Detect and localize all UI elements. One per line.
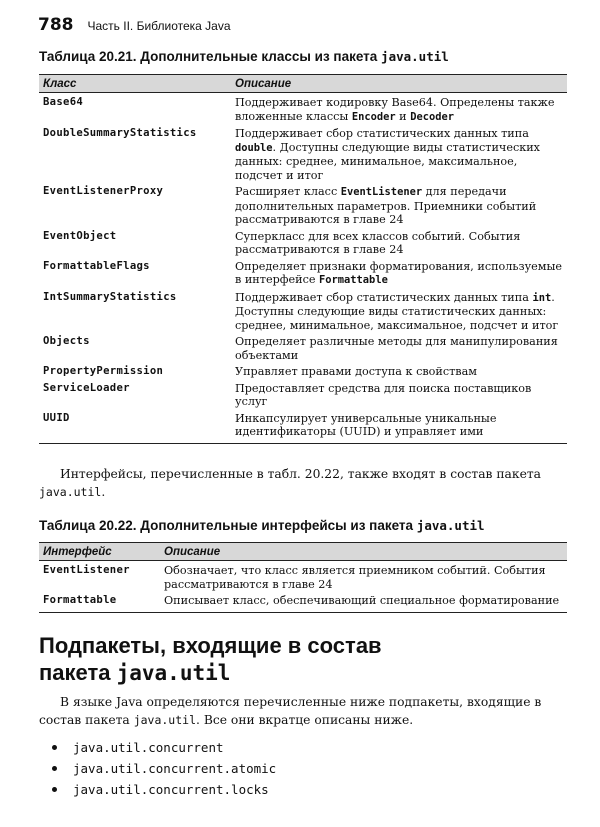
description-text: Обозначает, что класс является приемником событий. События рассматриваются в главе 24	[164, 564, 546, 591]
name-cell: Objects	[43, 335, 90, 347]
section-heading-line1: Подпакеты, входящие в состав	[39, 633, 382, 658]
description-text: и	[395, 109, 411, 123]
description-cell	[231, 291, 567, 336]
name-cell: EventObject	[43, 229, 117, 242]
inline-code: Encoder	[351, 110, 396, 123]
table2-caption-package: java.util	[416, 518, 485, 533]
paragraph-subpackages	[39, 693, 569, 729]
table2-body	[39, 561, 567, 613]
name-cell: PropertyPermission	[43, 365, 164, 377]
description-text: Определяет различные методы для манипулирования объектами	[235, 335, 558, 362]
table-row	[39, 365, 567, 382]
paragraph-interfaces	[39, 465, 569, 501]
table-row	[39, 382, 567, 412]
description-text: Расширяет класс	[235, 185, 341, 198]
description-text: Поддерживает сбор статистических данных типа	[235, 290, 533, 304]
table-row	[39, 412, 567, 444]
description-text: Описывает класс, обеспечивающий специальное форматирование	[164, 594, 560, 607]
table-row	[39, 93, 567, 128]
inline-code: double	[235, 141, 273, 154]
name-cell: ServiceLoader	[43, 381, 130, 394]
subpackage-name: java.util.concurrent	[73, 740, 224, 755]
section-heading	[39, 632, 382, 687]
table-row	[39, 127, 567, 185]
table1-caption-package: java.util	[381, 49, 449, 64]
paragraph-subpackages-code: java.util	[133, 713, 196, 727]
description-text: Поддерживает кодировку Base64. Определены также вложенные классы	[235, 96, 555, 123]
table-row	[39, 561, 567, 595]
name-cell: DoubleSummaryStatistics	[43, 127, 197, 139]
inline-code: Decoder	[410, 110, 454, 123]
list-item	[52, 758, 276, 779]
description-cell	[231, 335, 567, 365]
table-row	[39, 594, 567, 612]
table1-header-row	[39, 75, 567, 93]
description-text: для передачи дополнительных параметров. Приемники событий рассматриваются в главе 24	[235, 185, 537, 226]
description-cell	[231, 93, 567, 128]
description-cell	[160, 561, 567, 595]
table-row	[39, 291, 567, 336]
table2-caption-text: Таблица 20.22. Дополнительные интерфейсы из пакета	[39, 518, 417, 533]
inline-code: int	[532, 291, 552, 304]
list-item	[52, 737, 276, 758]
description-cell	[231, 365, 567, 382]
bullet-icon	[52, 787, 57, 792]
description-text: Инкапсулирует универсальные уникальные идентификаторы (UUID) и управляет ими	[235, 411, 497, 438]
paragraph-interfaces-code: java.util	[39, 485, 102, 499]
description-text: Предоставляет средства для поиска поставщиков услуг	[235, 381, 532, 408]
table-row	[39, 230, 567, 260]
description-text: Управляет правами доступа к свойствам	[235, 365, 477, 378]
inline-code: Formattable	[319, 274, 388, 286]
table1-col-class: Класс	[39, 75, 231, 93]
table2	[39, 542, 567, 613]
name-cell: EventListener	[43, 564, 130, 576]
running-title: Часть II. Библиотека Java	[87, 19, 231, 33]
table-row	[39, 335, 567, 365]
description-cell	[231, 127, 567, 185]
description-text: . Доступны следующие виды статистических данных: среднее, минимальное, максимальное, подсчет и итог	[235, 290, 559, 332]
name-cell: IntSummaryStatistics	[43, 290, 177, 303]
table2-header-row	[39, 543, 567, 561]
inline-code: EventListener	[340, 186, 423, 198]
description-cell	[231, 185, 567, 230]
name-cell: UUID	[39, 412, 231, 444]
name-cell: FormattableFlags	[43, 259, 150, 272]
description-text: Поддерживает сбор статистических данных типа	[235, 127, 529, 140]
description-cell	[231, 230, 567, 260]
name-cell: Formattable	[39, 594, 160, 612]
table2-col-interface: Интерфейс	[39, 543, 160, 561]
paragraph-subpackages-end: . Все они вкратце описаны ниже.	[196, 713, 414, 727]
table2-col-description: Описание	[160, 543, 567, 561]
description-cell	[231, 260, 567, 291]
subpackage-list	[52, 737, 276, 800]
table1-col-description: Описание	[231, 75, 567, 93]
page-header	[38, 15, 231, 35]
paragraph-interfaces-end: .	[101, 485, 106, 499]
table2-caption	[39, 518, 485, 533]
table-row	[39, 185, 567, 230]
paragraph-interfaces-text: Интерфейсы, перечисленные в табл. 20.22, также входят в состав пакета	[60, 467, 541, 481]
section-heading-code: java.util	[116, 661, 231, 685]
page-number: 788	[38, 15, 74, 35]
description-text: Определяет признаки форматирования, используемые в интерфейсе	[235, 259, 563, 286]
description-cell	[231, 382, 567, 412]
bullet-icon	[52, 745, 57, 750]
description-cell	[160, 594, 567, 612]
subpackage-name: java.util.concurrent.atomic	[73, 761, 277, 776]
subpackage-name: java.util.concurrent.locks	[73, 782, 269, 797]
name-cell: EventListenerProxy	[43, 185, 164, 197]
description-text: . Доступны следующие виды статистических данных: среднее, минимальное, максимальное, подсчет и итог	[235, 140, 540, 182]
list-item	[52, 779, 276, 800]
section-heading-prefix: пакета	[39, 660, 117, 685]
table1	[39, 74, 567, 444]
paragraph-subpackages-text: В языке Java определяются перечисленные ниже подпакеты, входящие в состав пакета	[39, 695, 542, 727]
table1-body	[39, 93, 567, 444]
table-row	[39, 260, 567, 291]
description-text: Суперкласс для всех классов событий. События рассматриваются в главе 24	[235, 229, 521, 256]
table1-caption	[39, 49, 449, 64]
table1-caption-text: Таблица 20.21. Дополнительные классы из пакета	[39, 49, 382, 64]
name-cell: Base64	[43, 96, 84, 108]
bullet-icon	[52, 766, 57, 771]
description-cell	[231, 412, 567, 444]
